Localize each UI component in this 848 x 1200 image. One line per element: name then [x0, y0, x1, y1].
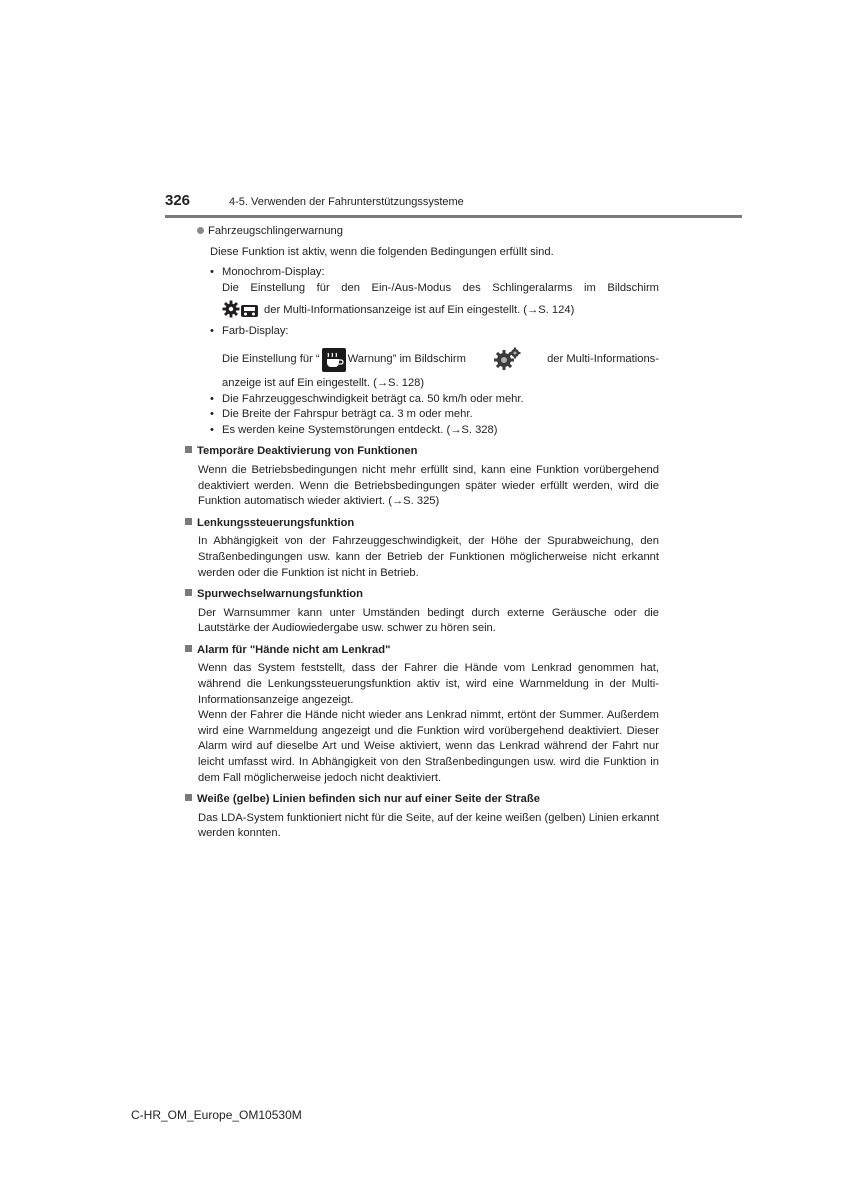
section-title: Alarm für "Hände nicht am Lenkrad": [185, 643, 659, 659]
square-bullet-icon: [185, 645, 192, 652]
square-bullet-icon: [185, 446, 192, 453]
settings-vehicle-icon: [222, 300, 260, 320]
color-text-line2: anzeige ist auf Ein eingestellt. (→S. 128): [222, 376, 425, 389]
list-item: • Es werden keine Systemstörungen entdeckt. (→S. 328): [210, 423, 498, 436]
square-bullet-icon: [185, 589, 192, 596]
color-text-line1: Die Einstellung für “ Warnung” im Bildschirm der Multi-Informations-: [222, 346, 659, 374]
square-bullet-icon: [185, 518, 192, 525]
section-title: Spurwechselwarnungsfunktion: [185, 587, 659, 603]
round-bullet-icon: [197, 227, 204, 234]
section-text: Wenn die Betriebsbedingungen nicht mehr erfüllt sind, kann eine Funktion vorübergehend deaktiviert werden. Wenn die Betriebsbedingungen später wieder erfüllt werden, wird die Funktion automatisch wieder aktiviert. (→S. 325): [198, 463, 659, 508]
section-title: Lenkungssteuerungsfunktion: [185, 516, 659, 532]
list-item: • Monochrom-Display:: [210, 266, 325, 279]
section-title: Temporäre Deaktivierung von Funktionen: [185, 444, 659, 460]
section-text: Das LDA-System funktioniert nicht für die Seite, auf der keine weißen (gelben) Linien erkannt werden konnten.: [198, 811, 659, 840]
section-heading: 4-5. Verwenden der Fahrunterstützungssysteme: [229, 196, 464, 208]
section-text: Wenn das System feststellt, dass der Fahrer die Hände vom Lenkrad genommen hat, während die Lenkungssteuerungsfunktion aktiv ist, wird eine Warnmeldung in der Multi-Informationsanzeige angezeigt.: [198, 662, 659, 706]
list-item: • Farb-Display:: [210, 325, 289, 338]
section-title: Weiße (gelbe) Linien befinden sich nur auf einer Seite der Straße: [185, 792, 659, 808]
settings-gear-icon: [493, 347, 521, 373]
page-content: [185, 224, 659, 842]
list-item: • Die Fahrzeuggeschwindigkeit beträgt ca. 50 km/h oder mehr.: [210, 392, 524, 405]
section-text: Wenn der Fahrer die Hände nicht wieder ans Lenkrad nimmt, ertönt der Summer. Außerdem wird eine Warnmeldung angezeigt und die Funktion wird vorübergehend deaktiviert. Dieser Alarm wird auf dieselbe Art und Weise aktiviert, wenn das Lenkrad während der Fahrt nur leicht umfasst wird. In Abhängigkeit von den Straßenbedingungen usw. wird die Funktion in dem Fall möglicherweise jedoch nicht deaktiviert.: [198, 709, 659, 784]
coffee-cup-icon: [322, 348, 346, 372]
list-item: • Die Breite der Fahrspur beträgt ca. 3 m oder mehr.: [210, 408, 473, 421]
square-bullet-icon: [185, 794, 192, 801]
mono-text-line2: der Multi-Informationsanzeige ist auf Ein eingestellt. (→S. 124): [222, 298, 659, 322]
sway-intro: Diese Funktion ist aktiv, wenn die folgenden Bedingungen erfüllt sind.: [210, 245, 554, 258]
section-text: In Abhängigkeit von der Fahrzeuggeschwindigkeit, der Höhe der Spurabweichung, den Straßenbedingungen usw. kann der Betrieb der Funktionen möglicherweise nicht erkannt werden oder die Funktion ist nicht in Betrieb.: [198, 535, 659, 579]
document-code: C-HR_OM_Europe_OM10530M: [131, 1108, 302, 1122]
page-number: 326: [165, 192, 191, 209]
section-text: Der Warnsummer kann unter Umständen bedingt durch externe Geräusche oder die Lautstärke der Audiowiedergabe usw. schwer zu hören sein.: [198, 606, 659, 635]
header-rule: [165, 215, 742, 218]
mono-text-line1: Die Einstellung für den Ein-/Aus-Modus des Schlingeralarms im Bildschirm: [222, 281, 659, 294]
sway-warning-heading: Fahrzeugschlingerwarnung: [197, 224, 659, 240]
